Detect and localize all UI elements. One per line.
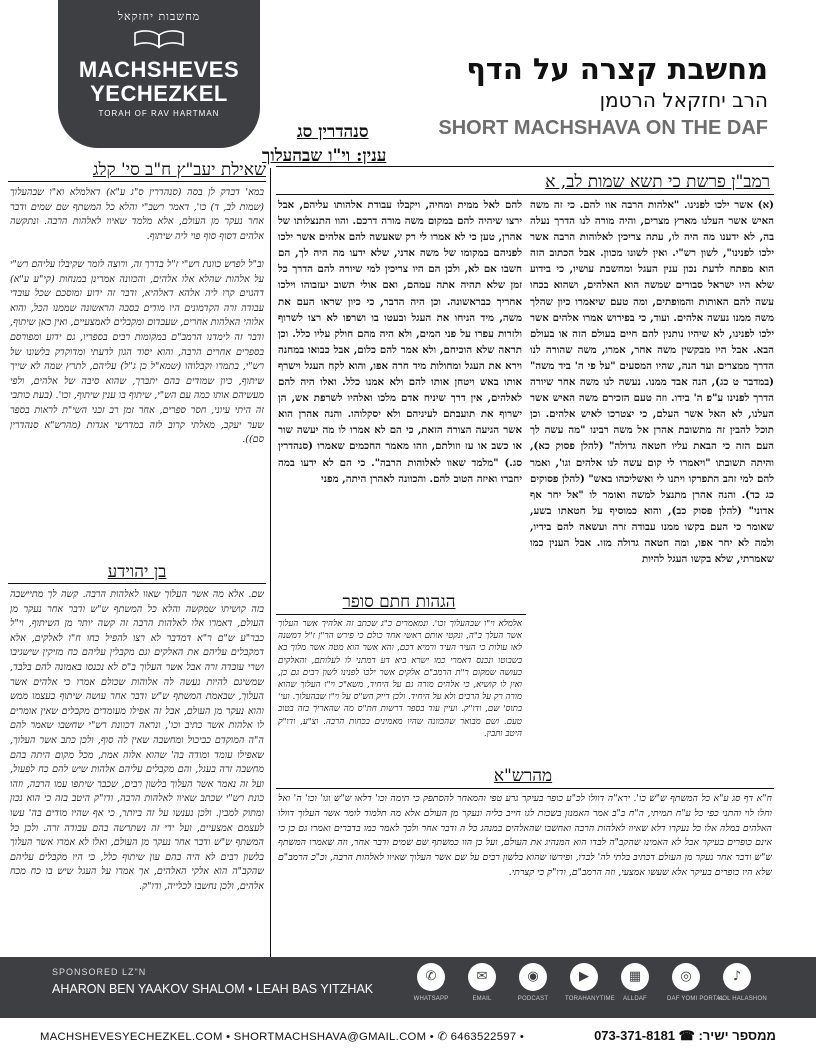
icon-label: TORAHANYTIME <box>565 996 615 1002</box>
icon-label: KOL HALASHON <box>718 996 767 1002</box>
chasam-sofer-title: הגהות חתם סופר <box>342 592 456 612</box>
icon-label: ALLDAF <box>623 996 647 1002</box>
inyan-title: ענין: וי"ו שבהעלוך <box>262 146 387 166</box>
maharsha-title: מהרש"א <box>493 766 553 786</box>
column-divider <box>270 168 271 1012</box>
email-link[interactable] <box>463 963 501 1002</box>
kol-halashon-icon: ♪ <box>723 963 751 991</box>
author-name: הרב יחזקאל הרטמן <box>599 88 768 112</box>
icon-label: PODCAST <box>517 996 549 1002</box>
ben-yehoyada-title: בן יהוידע <box>107 562 167 582</box>
logo <box>58 0 260 148</box>
logo-line-2: YECHEZKEL <box>90 81 228 106</box>
alldaf-icon: ▦ <box>621 963 649 991</box>
ben-yehoyada-text: שם. אלא מה אשר העלוך שאוו לאלהות הרבה. קשה לך מתיישבה בזה קושיתו שמקשה והלא כל המשתף ש"ש ודבר אחר נעקר מן העולם, דאמרו אלו לאלהות הרבה זה קשה יותר מן השיתוף, וי"ל כבר"ע ש"ם ר"א דמדבר לא רצו להפיל כחו ח"ו לאלקים, אלא דמקבלים עליהם את האלקים וגם מקבלין עליהם כח מזיקין שישגיבו ושרי עובדה זרה אבל אשר העלוך ב"ס לא נכנסו באמונה להם בלבד, שמשיגם להיות נעשה לה אלוהות שכולם אמרו כי אלהים אשר העלוך, שבאמת המשתף ש"ש ודבר אחר עושה שיתוף בעצמו ממש והוא נעקר מן העולם, אבל זה אפילו מעומדים מקבלים שאין אומרים לו אלהות אשר כתיב וכו', ונראה דכוונת רש"י שחשבו שאמר להם ה"ה המוקדם כביכול ומחשבה שאין לה סוף, ולכן כתב אשר העלוך, שאפילו עומד ומודה בה' שהוא אלוה אמת, מכל מקום היתה בהם מחשבה זרה בעגל, והם מקבלים עליהם אלהות שיש להם כח לפעול, ועל זה נאמר אשר העלוך בלשון רבים, שכבר שיתפו עמו הרבה, וזהו כונת רש"י שכתב שאיוו לאלהות הרבה, ודו"ק היטב בזה כי הוא נכון ומתוק למבין. ולכן נענשו על זה ביותר, כי אף שהיו מודים בה' עשו לעצמם אמצעיים, ועל ידי זה נשתרשה בהם עבודה זרה. ולכן כל המשתף ש"ש ודבר אחר נעקר מן העולם, ואלו לא אמרו אשר העלוך בלשון רבים לא היה בהם עון שיתוף כלל, כי היו מקבלים עליהם שהקב"ה הוא אלקי האלהים, אך אמרו על העגל שיש בו כח מכח אלהים, ולכן נחשבו לכלייה, ודו"ק. <box>10 589 264 892</box>
sponsor-bar <box>0 957 816 1017</box>
alldaf-link[interactable] <box>616 963 654 1002</box>
daf-yomi-portal-icon: ◎ <box>672 963 700 991</box>
divider <box>276 614 526 615</box>
shaalas-yaavetz-paragraph-1: במא' דבדק לן בסה (סנהדרין ס"ג ע"א) דאלמלא וא"ו שבהעלוך (שמות לב, ד) כו', דאמר רשב"י והלא כל המשתף שם שמים ודבר אחר נעקר מן העולם, אלא מלמד שאיוו לאלהות הרבה. ונתקשה אלהים דסוף סוף פוי ליה שיתוף. <box>10 187 264 242</box>
sponsored-label: SPONSORED LZ"N <box>52 967 147 977</box>
podcast-link[interactable] <box>514 963 552 1002</box>
logo-tagline: TORAH OF RAV HARTMAN <box>98 109 220 118</box>
divider <box>276 788 774 789</box>
kol-halashon-link[interactable] <box>718 963 767 1002</box>
maharsha-text: ח"א דף סג ע"א כל המשתף ש"ש כו'. ירא"ה דוולו לכ"ע כופר בעיקר גרע טפי והמאחר להסתפק כי תימה וכו' דלאו ש"ש וגו' וכו' ה' ואל וחלו לוי והתני כפי כל ע"ח תמיתי, ה"ח ב"ב אמר האמנון בשכות לגו חייב כליה ונעקר מן העולם אלא מה תלמוד לומר אשר העלוך דוולו האלהים במלה אלו כל נעקרו דלא שאיוו לאלהות הרבה ואחשבו שהאלהים במנהג כל ה ודבר אחר ולכך לאמר כמו בדברים ואמרו גם כן כי אינם כופרים בעיקר אבל לא האמינו שהקב"ה לבדו הוא המנהיג את העולם, ועל כן הוו כמשתף שם שמים ודבר אחר, וזה שאמרו המשתף ש"ש ודבר אחר נעקר מן העולם דכתיב בלתי לה' לבדו, ופירשו שהוא בלשון רבים על שם אשר העלוך שאיוו לאלהות הרבה, וכ"כ הרמב"ם שלא היו כופרים בעיקר אלא שעשו אמצעי, וזה הרמב"ם, ודו"ק כי קצרתי. <box>278 793 772 878</box>
logo-hebrew: מחשבות יחזקאל <box>117 10 201 23</box>
daf-yomi-portal-link[interactable] <box>667 963 725 1002</box>
whatsapp-link[interactable] <box>412 963 450 1002</box>
shaalas-yaavetz-title: שאילת יעב"ץ ח"ב סי' קלג <box>92 160 266 180</box>
torahanytime-icon: ▶ <box>570 963 598 991</box>
icon-label: DAF YOMI PORTAL <box>667 996 725 1002</box>
page-title: מחשבת קצרה על הדף <box>466 52 768 86</box>
ramban-text-left-column: להם לאל ממית ומחיה, ויקבלו עבודת אלהותו עליהם, אבל ירצו שיהיה להם במקום משה מורה דרכם. והוו התנצלותו של אהרן, טען כי לא אמרו לי רק שאעשה להם אלהים אשר ילכו לפניהם במקומו של משה אדני, שלא ידעו מה היה לך, הם חשבו אם לא, ולכן הם היו צריכין למי שיורה להם הדרך כל זמן שלא תהיה אתה עמהם, ואם אולי תשוב יעזבוהו וילכו אחריך כבראשונה. וכן היה הדבר, כי כיון שראו העם את משה, מיד הניחו את העגל ובעטו בו ושרפו לא רצו לשרוף ולזרות עפרו על פני המים, ולא היה מהם חולק עליו כלל. וכן תראה שלא הוכיחם, ולא אמר להם כלום, אבל כבואו במחנה וירא את העגל ומחולות מיד חרה אפו, והוא לקח העגל וישרף אותו באש ויטחן אותו להם ולא אמנו כלל. ואלו היה להם לאלהים, אין דרך שיניח אדם מלכו ואלהיו לשרפת אש, הן ישרוף את תועבתם לעיניהם ולא יסקלוהו. והנה אהרן הוא אשר הגיעה הצורה הזאת, כי הם לא אמרו לו מה יעשה שור או כשב או עז וזולתם, וזהו מאמר החכמים שאמרו (סנהדרין סג.) "מלמד שאוו לאלוהות הרבה". כי הם לא ידעו במה יחברו ואיזה הטוב להם. והכוונה לאהרן היתה, מפני <box>278 199 522 485</box>
contact-bar <box>0 1017 816 1057</box>
sponsored-names: AHARON BEN YAAKOV SHALOM • LEAH BAS YITZHAK <box>52 982 374 996</box>
icon-label: WHATSAPP <box>413 996 449 1002</box>
logo-line-1: MACHSHEVES <box>78 57 240 82</box>
divider <box>8 583 266 584</box>
torahanytime-link[interactable] <box>565 963 615 1002</box>
chasam-sofer-text: אלמלא וי"ו שבהעלוך וכו'. ונמאמרים כ"ג שכתב זה אלהיך אשר העלוך אשר העלך ב"ה, ונקטי אותם ראשי אחד כולם כי פירש הר"ן ז"ל דמשנה לאו עולות כי העיר העיד ורמיא דכם, והא אשר הוא מטה אשר מלוך בא בשבוטו ונכנס דאמרי כמו ישרא ביא דע דמתני לו לעלותם, והאלקים כעושה שמקום ר"ת הרמב"ם אלקים אשר ילכו לפנינו לשון רבים גם כן, ואין לו קושיא, כי אלהים מורה גם על היחיד, משא"כ וי"ו העלוך שהוא מורה רק על הרבים ולא על היחיד. ולכן דייק הש"ס על וי"ו שבהעלוך. ועי' בתוס' שם, ודו"ק. ועיין עוד בספר דרשות חת"ס מה שהאריך בזה בטוב טעם. ושם מבואר שהכוונה שהיו מאמינים בכחות הרבה. וצ"ע, ודו"ק היטב ותבין. <box>278 619 522 739</box>
contact-info[interactable]: MACHSHEVESYECHEZKEL.COM • SHORTMACHSHAVA@GMAIL.COM • ✆ 6463522597 • <box>40 1031 525 1043</box>
divider <box>8 181 266 182</box>
podcast-icon: ◉ <box>519 963 547 991</box>
ramban-title: רמב"ן פרשת כי תשא שמות לב, א <box>545 172 770 192</box>
masechta-title: סנהדרין סג <box>297 122 369 142</box>
direct-phone[interactable]: ממספר ישיר: ☎ 073-371-8181 <box>594 1028 776 1043</box>
icon-label: EMAIL <box>472 996 492 1002</box>
divider <box>276 166 774 167</box>
email-icon: ✉ <box>468 963 496 991</box>
divider <box>276 194 774 195</box>
open-book-icon <box>132 27 186 51</box>
whatsapp-icon: ✆ <box>417 963 445 991</box>
ramban-text-right-column: (א) אשר ילכו לפנינו. "אלהות הרבה אוו להם. כי זה משה האיש אשר העלנו מארץ מצרים, והיה מורה לנו הדרך נעלה בה, לא ידענו מה היה לו, עתה צריכין לאלוהות הרבה אשר ילכו לפנינו", לשון רש"י. ואין לשונו מכוון. אבל הכתוב הזה הוא מפתח לדעת נכון ענין העגל ומחשבת עושיו, כי בידוע שלא היו ישראל סבורים שמשה הוא האלהים, ושהוא בכחו עשה להם האותות והמופתים, ומה טעם שיאמרו כיון שהלך משה ממנו נעשה אלהים. ועוד, כי בפירוש אמרו אלהים אשר ילכו לפנינו, לא שיהיו נותנין להם חיים בעולם הזה או בעולם הבא. אבל היו מבקשין משה אחר, אמרו, משה שהורה לנו הדרך ממצרים ועד הנה, שהיו המסעים "על פי ה' ביד משה" (במדבר ט כג), הנה אבד ממנו. נעשה לנו משה אחר שיורה הדרך לפנינו ע"פ ה' בידו. וזה טעם הזכירם משה האיש אשר העלנו, לא האל אשר העלם, כי יצטרכו לאיש אלהים. וכן תוכל להבין זה מתשובת אהרן אל משה רבינו "מה עשה לך העם הזה כי הבאת עליו חטאה גדולה" (להלן פסוק כא), והיתה תשובתו "ויאמרו לי קום עשה לנו אלהים וגו', ואמר להם למי זהב התפרקו ויתנו לי ואשליכהו באש" (להלן פסוקים כג כד). והנה אהרן מתנצל למשה ואומר לו "אל יחר אף אדוני" (להלן פסוק כב), והוא כמוסיף על חטאתו בשע, שאומר כי העם בקשו ממנו עבודה זרה ועשאה להם בידיו, ולמה לא יחר אפו, ומה חטאה גדולה מזו. אבל הענין כמו שאמרתי, שלא בקשו העגל להיות <box>530 199 774 566</box>
shaalas-yaavetz-paragraph-2: וב"ל לפרש כוונת רש"י ז"ל בדרך זה, ורוצה לומר שקיבלו עליהם רש"י על אלהות שהלא אלו אלהים, והכוונה אמרינן במנחות (קי"ע ע"א) דהגוים קרו ליה אלהא דאלהיא, ודבר זה ידוע ומוסכם שכל עובדי עבודה זרה הקדמונים היו מודים בסבה הראשונה שממנו הכל, והוא אלוהי האלהות אחרים, שעבדום ומקבלים לאמצעיים, ואין כאן שיתוף, ודבר זה לימדנו הרמב"ם במקומות רבים בספריו, גם ידוע ומפורסם בספרים אחרים הרבה, והוא יסוד הגון לדעתי ומדוקדק בלשונו של רש"י, בתמרו וקבלוהו (שמא"ל כן ג"ל) עליהם, לתרץ שמה לא שייך שיתוף, כיון שמודים בהם יתברך, שהוא סיבה של אלהים, ולפי מעשיהם אותו כמה עם הש"י, שיתוף בו ענין שיתוף, וכו'. (בעת כותבי זה היתי עיוני, חסר ספרים, אחר זמן רב זכני השי"ת לראות בספר שער יעקב, מאלתי קרוב לזה במדרשי אגדות (מהרש"א סנהדרין סם)). <box>10 259 264 446</box>
english-title: SHORT MACHSHAVA ON THE DAF <box>438 117 768 139</box>
